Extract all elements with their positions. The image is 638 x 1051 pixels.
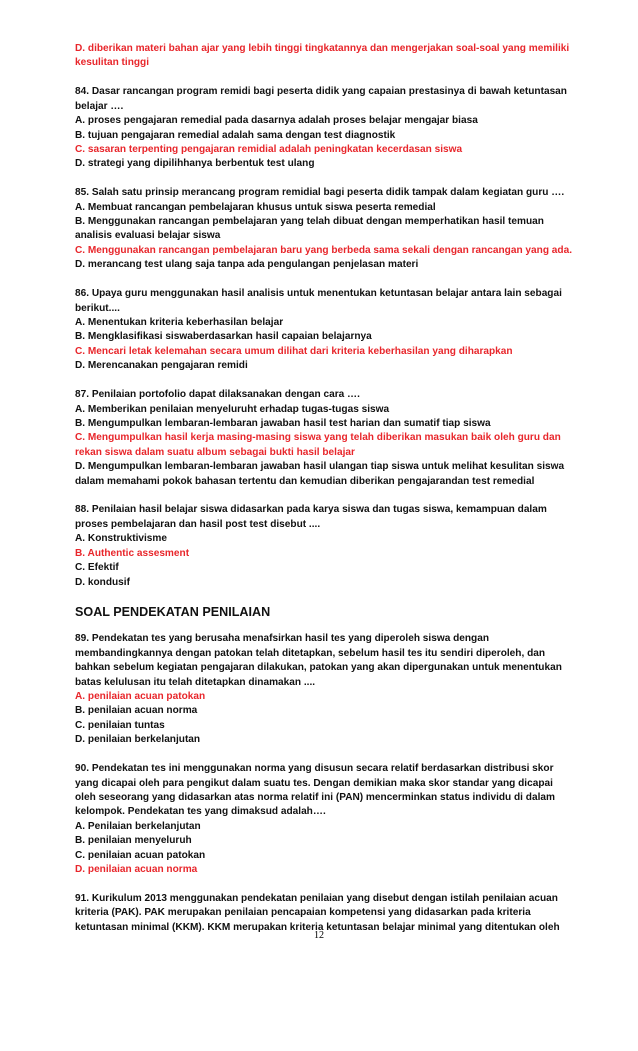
question-86-text: 86. Upaya guru menggunakan hasil analisis untuk menentukan ketuntasan belajar antara lain sebagai berikut.... xyxy=(75,288,562,314)
question-85-option-a: A. Membuat rancangan pembelajaran khusus untuk siswa peserta remedial xyxy=(75,201,436,213)
question-90-option-a: A. Penilaian berkelanjutan xyxy=(75,820,201,832)
question-89-option-a-correct: A. penilaian acuan patokan xyxy=(75,691,206,703)
question-90 xyxy=(75,762,576,877)
question-88-option-c: C. Efektif xyxy=(75,562,119,574)
question-86-option-c-correct: C. Mencari letak kelemahan secara umum dilihat dari kriteria keberhasilan yang diharapkan xyxy=(75,345,513,357)
question-87-option-d: D. Mengumpulkan lembaran-lembaran jawaban hasil ulangan tiap siswa untuk melihat kesulitan siswa dalam memahami pokok bahasan tertentu dan kemudian diberikan pengajarandan test remedial xyxy=(75,461,565,487)
question-84-option-b: B. tujuan pengajaran remedial adalah sama dengan test diagnostik xyxy=(75,129,396,141)
question-85-text: 85. Salah satu prinsip merancang program remidial bagi peserta didik tampak dalam kegiatan guru …. xyxy=(75,187,565,199)
question-89-text: 89. Pendekatan tes yang berusaha menafsirkan hasil tes yang diperoleh siswa dengan membandingkannya dengan patokan telah ditetapkan, sebelum hasil tes itu sendiri diperoleh, dan bahkan sebelum kegiatan pengajaran dilakukan, patokan yang akan dipergunakan untuk menentukan batas kelulusan itu telah ditetapkan dinamakan .... xyxy=(75,633,562,688)
question-87 xyxy=(75,388,576,489)
question-86-option-d: D. Merencanakan pengajaran remidi xyxy=(75,360,248,372)
question-89 xyxy=(75,632,576,747)
question-84-text: 84. Dasar rancangan program remidi bagi peserta didik yang capaian prestasinya di bawah ketuntasan belajar …. xyxy=(75,86,567,112)
question-87-option-c-correct: C. Mengumpulkan hasil kerja masing-masing siswa yang telah diberikan masukan baik oleh guru dan rekan siswa dalam suatu album sebagai bukti hasil belajar xyxy=(75,432,561,458)
question-90-option-c: C. penilaian acuan patokan xyxy=(75,849,206,861)
question-84-option-d: D. strategi yang dipilihhanya berbentuk test ulang xyxy=(75,158,315,170)
question-88-option-d: D. kondusif xyxy=(75,576,130,588)
question-88-text: 88. Penilaian hasil belajar siswa didasarkan pada karya siswa dan tugas siswa, kemampuan dalam proses pembelajaran dan hasil post test disebut .... xyxy=(75,504,547,530)
question-87-text: 87. Penilaian portofolio dapat dilaksanakan dengan cara …. xyxy=(75,389,360,401)
question-84 xyxy=(75,85,576,171)
question-88-option-a: A. Konstruktivisme xyxy=(75,533,167,545)
question-86-option-b: B. Mengklasifikasi siswaberdasarkan hasil capaian belajarnya xyxy=(75,331,372,343)
question-84-option-a: A. proses pengajaran remedial pada dasarnya adalah proses belajar mengajar biasa xyxy=(75,115,478,127)
question-90-option-d-correct: D. penilaian acuan norma xyxy=(75,864,198,875)
answer-option-d-correct: D. diberikan materi bahan ajar yang lebih tinggi tingkatannya dan mengerjakan soal-soal yang memiliki kesulitan tinggi xyxy=(75,43,570,69)
question-84-option-c-correct: C. sasaran terpenting pengajaran remidial adalah peningkatan kecerdasan siswa xyxy=(75,143,463,155)
previous-question-tail xyxy=(75,42,576,71)
question-85 xyxy=(75,186,576,272)
section-heading: SOAL PENDEKATAN PENILAIAN xyxy=(75,605,271,620)
question-85-option-d: D. merancang test ulang saja tanpa ada pengulangan penjelasan materi xyxy=(75,259,419,271)
question-85-option-c-correct: C. Menggunakan rancangan pembelajaran baru yang berbeda sama sekali dengan rancangan yang ada. xyxy=(75,244,572,256)
question-87-option-a: A. Memberikan penilaian menyeluruht erhadap tugas-tugas siswa xyxy=(75,403,390,415)
question-86-option-a: A. Menentukan kriteria keberhasilan belajar xyxy=(75,317,284,328)
question-89-option-d: D. penilaian berkelanjutan xyxy=(75,734,201,746)
question-91 xyxy=(75,892,576,935)
question-89-option-c: C. penilaian tuntas xyxy=(75,719,165,731)
question-86 xyxy=(75,287,576,373)
question-91-text: 91. Kurikulum 2013 menggunakan pendekatan penilaian yang disebut dengan istilah penilaian acuan kriteria (PAK). PAK merupakan penilaian pencapaian kompetensi yang didasarkan pada kriteria ketuntasan minimal (KKM). KKM merupakan kriteria ketuntasan belajar minimal yang ditentukan oleh xyxy=(75,892,560,933)
question-88 xyxy=(75,503,576,589)
question-85-option-b: B. Menggunakan rancangan pembelajaran yang telah dibuat dengan memperhatikan hasil temuan analisis evaluasi belajar siswa xyxy=(75,216,544,242)
question-89-option-b: B. penilaian acuan norma xyxy=(75,705,198,717)
question-90-text: 90. Pendekatan tes ini menggunakan norma yang disusun secara relatif berdasarkan distribusi skor yang dicapai oleh para pengikut dalam suatu tes. Dengan demikian maka skor standar yang dicapai oleh seseorang yang didasarkan atas norma relatif ini (PAN) mencerminkan status individu di dalam kelompok. Pendekatan tes yang dimaksud adalah…. xyxy=(75,763,555,818)
question-88-option-b-correct: B. Authentic assesment xyxy=(75,547,190,559)
question-90-option-b: B. penilaian menyeluruh xyxy=(75,835,192,847)
page-number: 12 xyxy=(313,930,325,941)
question-87-option-b: B. Mengumpulkan lembaran-lembaran jawaban hasil test harian dan sumatif tiap siswa xyxy=(75,417,491,429)
